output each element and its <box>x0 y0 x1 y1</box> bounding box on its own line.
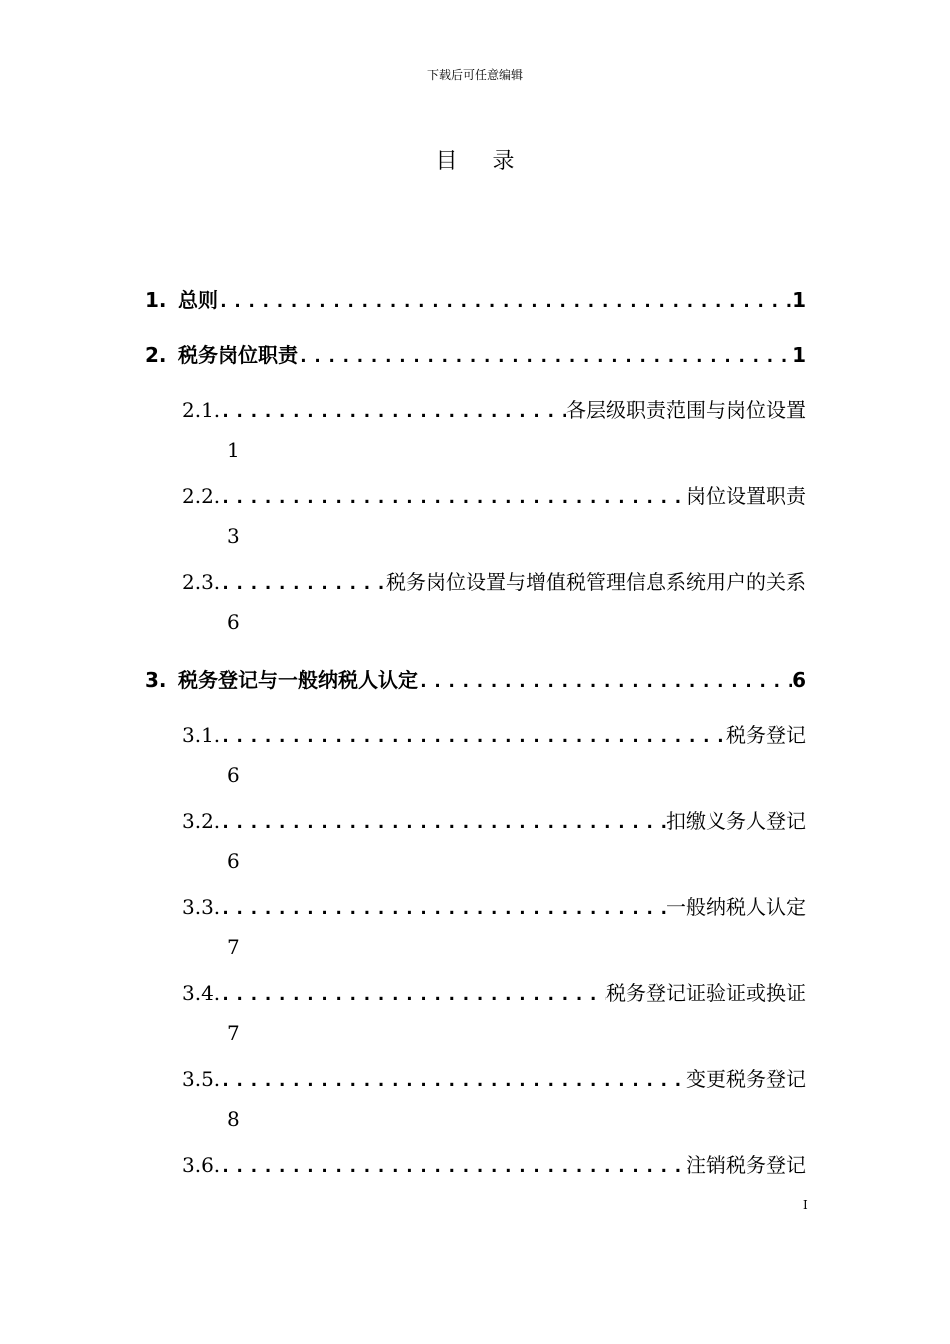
toc-entry-2[interactable] <box>145 339 806 368</box>
dot-leader <box>220 898 666 919</box>
toc-entry-number: 1. <box>145 288 167 312</box>
toc-entry-number: 3.6. <box>182 1153 221 1177</box>
toc-entry-page: 6 <box>227 763 240 787</box>
toc-entry-page: 8 <box>227 1107 240 1131</box>
toc-entry-label: 注销税务登记 <box>686 1153 806 1177</box>
toc-entry-3-5[interactable] <box>182 1063 806 1092</box>
toc-entry-label: 变更税务登记 <box>686 1067 806 1091</box>
dot-leader <box>220 487 686 508</box>
toc-entry-page: 7 <box>227 1021 240 1045</box>
dot-leader <box>220 984 606 1005</box>
toc-entry-number: 3.1. <box>182 723 221 747</box>
toc-entry-3-2[interactable] <box>182 805 806 834</box>
toc-entry-2-1[interactable] <box>182 394 806 423</box>
toc-entry-2-2[interactable] <box>182 480 806 509</box>
toc-entry-label: 税务岗位职责 <box>178 343 298 367</box>
toc-entry-label: 各层级职责范围与岗位设置 <box>566 398 806 422</box>
toc-entry-page: 6 <box>227 849 240 873</box>
toc-entry-page: 3 <box>227 524 240 548</box>
toc-entry-number: 3.2. <box>182 809 221 833</box>
toc-entry-3-6[interactable] <box>182 1149 806 1178</box>
toc-entry-label: 税务登记证验证或换证 <box>606 981 806 1005</box>
toc-entry-label: 岗位设置职责 <box>686 484 806 508</box>
toc-entry-label: 总则 <box>178 288 218 312</box>
toc-entry-label: 税务登记 <box>726 723 806 747</box>
dot-leader <box>220 1156 686 1177</box>
toc-entry-page: 6 <box>792 668 806 692</box>
toc-entry-page: 1 <box>792 343 806 367</box>
dot-leader <box>220 573 386 594</box>
page-header: 下载后可任意编辑 <box>426 68 523 82</box>
toc-entry-1[interactable] <box>145 284 806 313</box>
toc-entry-3-4[interactable] <box>182 977 806 1006</box>
toc-entry-label: 一般纳税人认定 <box>666 895 806 919</box>
toc-entry-number: 2.1. <box>182 398 221 422</box>
toc-entry-number: 2. <box>145 343 167 367</box>
toc-entry-page: 1 <box>792 288 806 312</box>
dot-leader <box>298 346 792 367</box>
toc-entry-3-3[interactable] <box>182 891 806 920</box>
toc-entry-label: 税务登记与一般纳税人认定 <box>178 668 418 692</box>
toc-entry-page: 6 <box>227 610 240 634</box>
toc-entry-page: 1 <box>227 438 240 462</box>
toc-entry-page: 7 <box>227 935 240 959</box>
toc-entry-number: 3.4. <box>182 981 221 1005</box>
dot-leader <box>220 1070 686 1091</box>
page-number: I <box>803 1198 808 1212</box>
toc-entry-3-1[interactable] <box>182 719 806 748</box>
dot-leader <box>220 401 566 422</box>
toc-entry-label: 税务岗位设置与增值税管理信息系统用户的关系 <box>386 570 806 594</box>
toc-entry-number: 3.5. <box>182 1067 221 1091</box>
toc-entry-number: 2.2. <box>182 484 221 508</box>
toc-entry-2-3[interactable] <box>182 566 806 595</box>
toc-entry-label: 扣缴义务人登记 <box>666 809 806 833</box>
dot-leader <box>220 812 666 833</box>
toc-entry-3[interactable] <box>145 664 806 693</box>
dot-leader <box>418 671 792 692</box>
toc-entry-number: 3.3. <box>182 895 221 919</box>
toc-entry-number: 3. <box>145 668 167 692</box>
toc-entry-number: 2.3. <box>182 570 221 594</box>
dot-leader <box>220 726 726 747</box>
dot-leader <box>218 291 792 312</box>
page-title: 目 录 <box>435 149 529 174</box>
